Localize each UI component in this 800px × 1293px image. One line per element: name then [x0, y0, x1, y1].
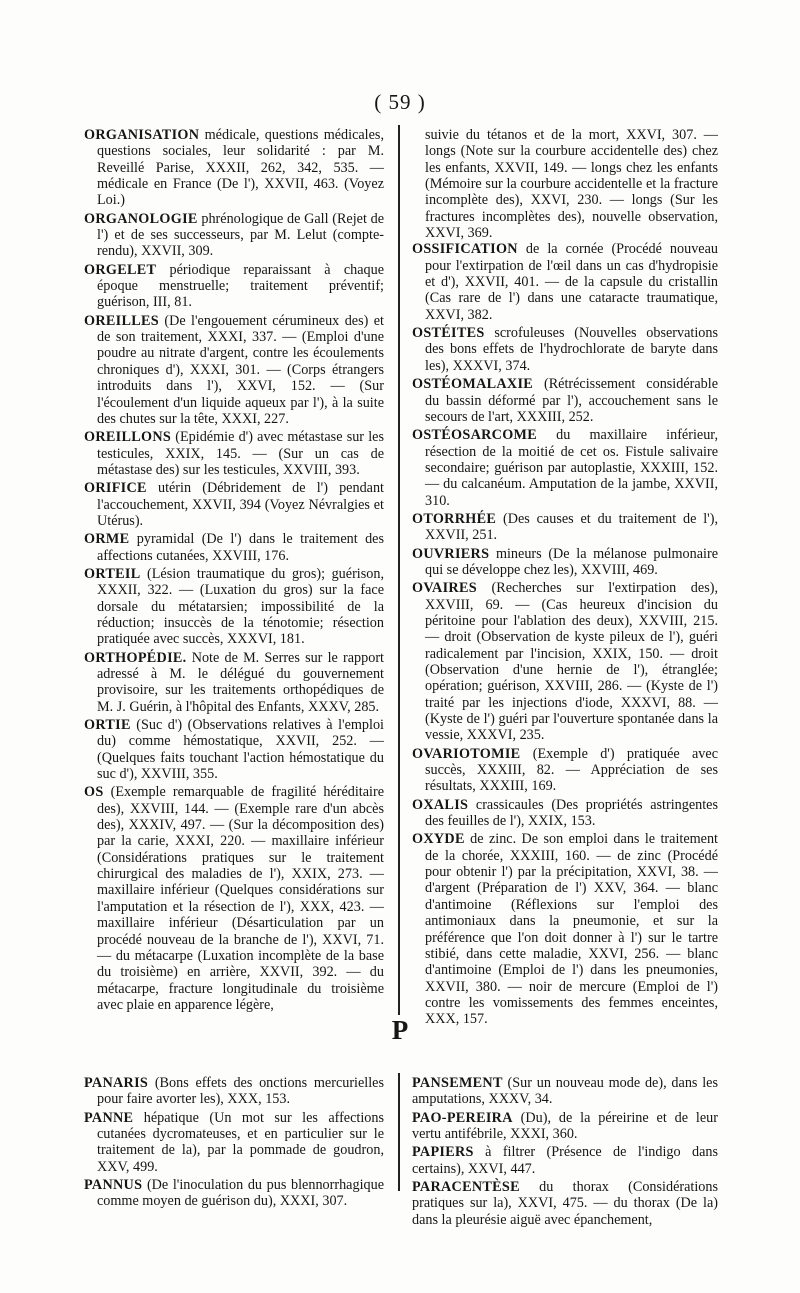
entry-text: (Recherches sur l'extirpation des), XXVIII, 69. — (Cas heureux d'incision du péritoine pour l'ablation des deux), XXVIII, 215. — droit (Observation de kyste pileux de l'), guéri radicalement par l'incision, XXIX, 150. — droit (Observation d'une hernie de l'), étranglée; opération; guérison, XXVIII, 286. — (Kyste de l') traité par les injections d'iode, XXXVI, 88. — (Kyste de l') guéri par l'ouverture spontanée dans la vessie, XXXVI, 235.: [425, 580, 718, 744]
index-entry: [412, 427, 718, 509]
entry-heading: OSTÉOSARCOME: [412, 427, 538, 444]
entry-text: de zinc. De son emploi dans le traitement de la chorée, XXXIII, 160. — de zinc (Procédé pour obtenir l') par la précipitation, XXVI, 38. — d'argent (Préparation de l') XXV, 364. — blanc d'antimoine (Réflexions sur l'emploi des antimoniaux dans la pneumonie, et sur la préférence que l'on doit donner à l') sur le tartre stibié, dans cette maladie, XXVI, 256. — blanc d'antimoine (Emploi de l') dans les pneumonies, XXVII, 380. — noir de mercure (Emploi de l') contre les vomissements des femmes enceintes, XXX, 157.: [425, 831, 718, 1028]
index-entry: [84, 1075, 384, 1108]
entry-heading: ORTHOPÉDIE.: [84, 649, 187, 666]
entry-heading: OUVRIERS: [412, 545, 490, 562]
index-entry: [412, 546, 718, 579]
right-column-bottom: [412, 1075, 718, 1228]
entry-heading: PANSEMENT: [412, 1075, 503, 1091]
entry-heading: ORTIE: [84, 717, 131, 734]
entry-heading: OS: [84, 784, 104, 801]
index-entry: [412, 746, 718, 795]
index-entry: [84, 566, 384, 648]
entry-text: (Du), de la péreirine et de leur vertu antifébrile, XXXI, 360.: [412, 1109, 718, 1143]
index-entry: [84, 480, 384, 529]
left-column-top: [84, 127, 384, 1013]
entry-heading: ORGANOLOGIE: [84, 210, 198, 227]
index-entry: [412, 1075, 718, 1108]
entry-text: (Lésion traumatique du gros); guérison, XXXII, 322. — (Luxation du gros) sur la face dorsale du métatarsien; impossibilité de la réduction; insuccès de la ténotomie; résection pratiquée avec succès, XXXVI, 181.: [97, 565, 384, 648]
entry-heading: ORIFICE: [84, 480, 147, 497]
index-entry: [412, 241, 718, 323]
entry-heading: PANNUS: [84, 1177, 143, 1194]
entry-text: hépatique (Un mot sur les affections cutanées dycromateuses, et en particulier sur le traitement de la), par la pommade de goudron, XXV, 499.: [97, 1109, 384, 1175]
entry-text: (Exemple d') pratiquée avec succès, XXXIII, 82. — Appréciation de ses résultats, XXXIII, 169.: [425, 745, 718, 795]
index-entry: [84, 531, 384, 564]
entry-heading: OTORRHÉE: [412, 510, 497, 527]
index-entry: [84, 211, 384, 260]
index-entry: [412, 797, 718, 830]
index-entry: [412, 1144, 718, 1177]
left-column-bottom: [84, 1075, 384, 1210]
index-entry: [84, 650, 384, 715]
entry-text: mineurs (De la mélanose pulmonaire qui se développe chez les), XXVIII, 469.: [425, 545, 718, 578]
entry-text: (Rétrécissement considérable du bassin déformé par l'), accouchement sans le secours de l'art, XXXIII, 252.: [425, 376, 718, 425]
entry-heading: OSTÉITES: [412, 325, 485, 342]
section-letter: P: [391, 1015, 409, 1045]
index-entry: [84, 1177, 384, 1210]
entry-text: crassicaules (Des propriétés astringentes des feuilles de l'), XXIX, 153.: [425, 796, 718, 830]
index-entry: [412, 1179, 718, 1228]
entry-text: (De l'engouement cérumineux des) et de son traitement, XXXI, 337. — (Emploi d'une poudre au nitrate d'argent, contre les écoulements chroniques d'), XXXI, 301. — (Corps étrangers introduits dans l'), XXVI, 152. — (Sur l'écoulement d'un liquide aqueux par l'), à la suite des chutes sur la tête, XXXI, 227.: [97, 312, 384, 427]
entry-heading: OXALIS: [412, 796, 469, 813]
right-column-top: [412, 127, 718, 1028]
index-entry: [412, 1110, 718, 1143]
entry-heading: OSTÉOMALAXIE: [412, 376, 534, 393]
entry-text: périodique reparaissant à chaque époque menstruelle; traitement préventif; guérison, III, 81.: [97, 261, 384, 311]
index-entry: [84, 717, 384, 782]
entry-heading: OVAIRES: [412, 580, 477, 597]
entry-text: (Exemple remarquable de fragilité héréditaire des), XXVIII, 144. — (Exemple rare d'un abcès des), XXXIV, 497. — (Sur la décomposition des) par la carie, XXXI, 220. — maxillaire inférieur (Considérations pratiques sur le traitement chirurgical des maladies de l'), XXIX, 273. — maxillaire inférieur (Quelques considérations sur l'amputation et la résection de l'), XXX, 423. — maxillaire inférieur (Désarticulation par un procédé nouveau de la branche de l'), XXVI, 71. — du métacarpe (Luxation incomplète de la base du troisième) en arrière, XXVII, 392. — du métacarpe, fracture longitudinale du troisième avec plaie en apparence légère,: [97, 784, 384, 1013]
column-divider-top: [398, 125, 400, 1015]
entry-text: (De l'inoculation du pus blennorrhagique comme moyen de guérison du), XXXI, 307.: [97, 1177, 384, 1210]
index-entry: [412, 511, 718, 544]
entry-heading: PAPIERS: [412, 1144, 474, 1161]
entry-heading: OXYDE: [412, 831, 465, 848]
entry-text: phrénologique de Gall (Rejet de l') et de ses successeurs, par M. Lelut (compte-rendu), XXVII, 309.: [97, 210, 384, 260]
entry-text: (Suc d') (Observations relatives à l'emploi du) comme hémostatique, XXVII, 252. — (Quelques faits touchant l'action hémostatique du suc d'), XXVIII, 355.: [97, 717, 384, 783]
page-number: ( 59 ): [374, 90, 426, 114]
index-entry: [84, 1110, 384, 1175]
entry-text: pyramidal (De l') dans le traitement des affections cutanées, XXVIII, 176.: [97, 531, 384, 564]
index-entry: [84, 429, 384, 478]
index-entry: [412, 580, 718, 743]
entry-text: (Sur un nouveau mode de), dans les amputations, XXXV, 34.: [412, 1075, 718, 1108]
entry-heading: OSSIFICATION: [412, 241, 518, 258]
entry-heading: OREILLONS: [84, 429, 172, 446]
index-entry: [84, 784, 384, 1013]
index-entry: [84, 127, 384, 209]
entry-text: (Bons effets des onctions mercurielles pour faire avorter les), XXX, 153.: [97, 1075, 384, 1108]
entry-text: de la cornée (Procédé nouveau pour l'extirpation de l'œil dans un cas d'hydropisie et d'), XXVII, 401. — de la capsule du cristallin (Cas rare de l') dans une cataracte traumatique, XXVI, 382.: [425, 241, 718, 323]
entry-heading: ORME: [84, 531, 130, 548]
continued-entry: suivie du tétanos et de la mort, XXVI, 307. — longs (Note sur la courbure accidentelle des) chez les enfants, XXVII, 149. — longs chez les enfants (Mémoire sur la courbure accidentelle et la fracture incomplète des), XXVI, 230. — longs (Sur les fractures incomplètes des), nouvelle observation, XXVI, 369.: [425, 127, 718, 242]
entry-heading: ORGELET: [84, 261, 157, 278]
index-entry: [84, 262, 384, 311]
entry-heading: PANNE: [84, 1109, 134, 1126]
entry-text: scrofuleuses (Nouvelles observations des bons effets de l'hydrochlorate de baryte dans les), XXXVI, 374.: [425, 325, 718, 374]
entry-text: du thorax (Considérations pratiques sur la), XXVI, 475. — du thorax (De la) dans la pleurésie aiguë avec épanchement,: [412, 1179, 718, 1228]
index-entry: [412, 831, 718, 1027]
entry-text: (Des causes et du traitement de l'), XXVII, 251.: [425, 510, 718, 544]
entry-heading: PAO-PEREIRA: [412, 1109, 513, 1126]
index-entry: [84, 313, 384, 427]
entry-text: médicale, questions médicales, questions sociales, leur solidarité : par M. Reveillé Parise, XXXII, 262, 342, 535. — médicale en France (De l'), XXVII, 463. (Voyez Loi.): [97, 127, 384, 209]
column-divider-bottom: [398, 1073, 400, 1191]
entry-heading: PARACENTÈSE: [412, 1179, 520, 1196]
index-entry: [412, 325, 718, 374]
entry-heading: OREILLES: [84, 312, 159, 329]
entry-text: à filtrer (Présence de l'indigo dans certains), XXVI, 447.: [412, 1144, 718, 1177]
entry-heading: PANARIS: [84, 1075, 149, 1091]
index-entry: [412, 376, 718, 425]
entry-text: Note de M. Serres sur le rapport adressé à M. le délégué du gouvernement provisoire, sur les traitements orthopédiques de M. J. Guérin, à l'hôpital des Enfants, XXXV, 285.: [97, 649, 384, 715]
entry-text: utérin (Débridement de l') pendant l'accouchement, XXVII, 394 (Voyez Névralgies et Utérus).: [97, 480, 384, 529]
entry-heading: ORGANISATION: [84, 127, 200, 143]
entry-heading: OVARIOTOMIE: [412, 745, 521, 762]
entry-heading: ORTEIL: [84, 565, 141, 582]
entry-text: (Epidémie d') avec métastase sur les testicules, XXIX, 145. — (Sur un cas de métastase des) sur les testicules, XXVIII, 393.: [97, 429, 384, 478]
entry-text: du maxillaire inférieur, résection de la moitié de cet os. Fistule salivaire secondaire; guérison par autoplastie, XXXIII, 152. — du calcanéum. Amputation de la jambe, XXVII, 310.: [425, 427, 718, 509]
